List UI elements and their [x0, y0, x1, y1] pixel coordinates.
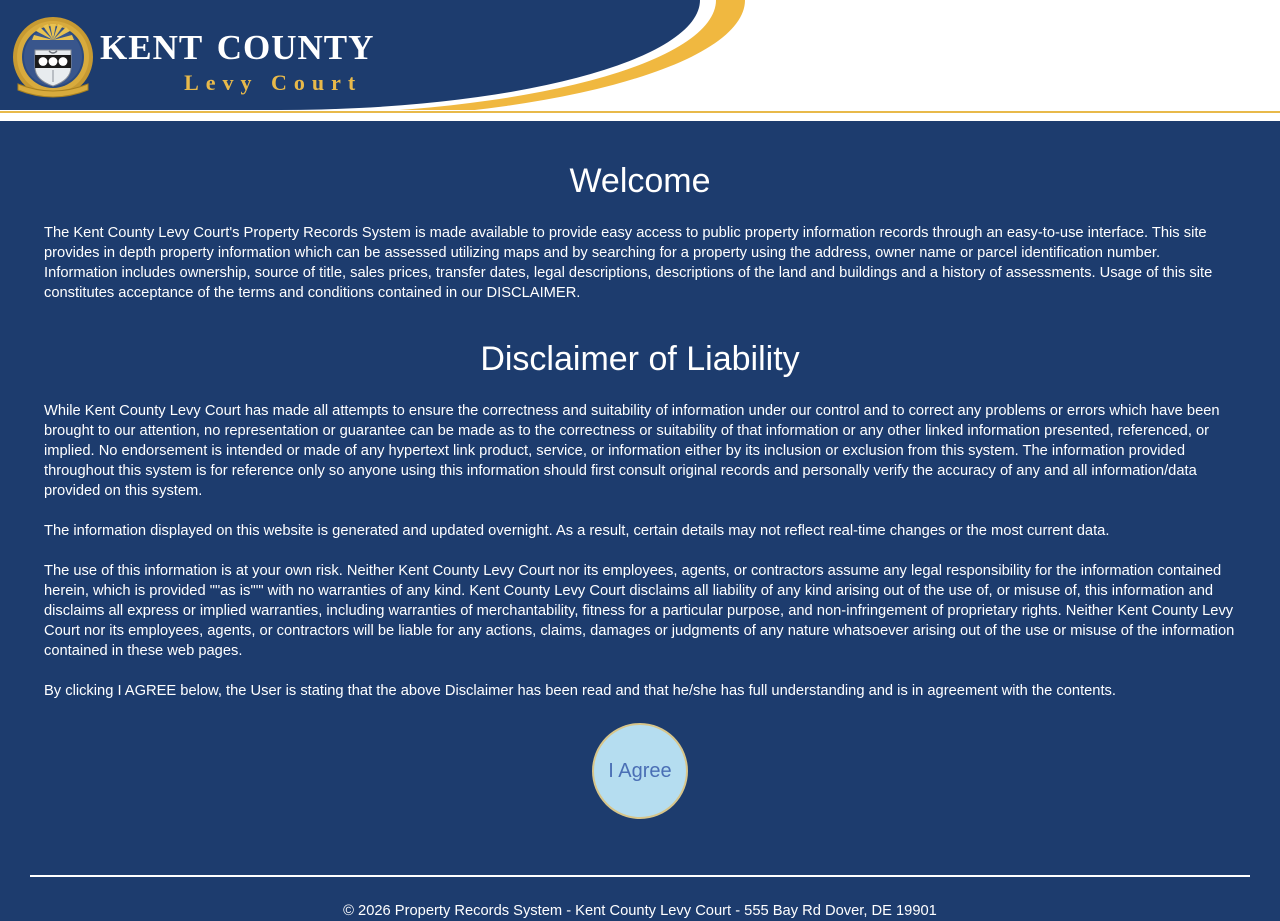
disclaimer-paragraph-3: The use of this information is at your own risk. Neither Kent County Levy Court nor its employees, agents, or contractors assume any legal responsibility for the information contained herein, which is provided ""as is'"" with no warranties of any kind. Kent County Levy Court disclaims all liability of any kind arising out of the use of, or misuse of, this information and disclaims all express or implied warranties, including warranties of merchantability, fitness for a particular purpose, and non-infringement of proprietary rights. Neither Kent County Levy Court nor its employees, agents, or contractors will be liable for any actions, claims, damages or judgments of any nature whatsoever arising out of the use or misuse of the information contained in these web pages. — [44, 563, 1235, 659]
disclaimer-paragraph-4: By clicking I AGREE below, the User is stating that the above Disclaimer has been read and that he/she has full understanding and is in agreement with the contents. — [44, 683, 1116, 699]
site-footer — [0, 875, 1280, 921]
content-area — [0, 121, 1280, 819]
disclaimer-paragraph-2: The information displayed on this website is generated and updated overnight. As a result, certain details may not reflect real-time changes or the most current data. — [44, 523, 1110, 539]
welcome-heading: Welcome — [569, 162, 711, 200]
org-subtitle: Levy Court — [184, 70, 363, 95]
welcome-paragraph: The Kent County Levy Court's Property Records System is made available to provide easy access to public property information records through an easy-to-use interface. This site provides in depth property information which can be assessed utilizing maps and by searching for a property using the address, owner name or parcel identification number. Information includes ownership, source of title, sales prices, transfer dates, legal descriptions, descriptions of the land and buildings and a history of assessments. Usage of this site constitutes acceptance of the terms and conditions contained in our DISCLAIMER. — [44, 225, 1213, 301]
disclaimer-heading: Disclaimer of Liability — [480, 340, 800, 378]
site-header — [0, 0, 1280, 121]
page-body — [0, 121, 1280, 921]
county-seal-icon — [10, 14, 96, 100]
header-bottom-white-strip — [0, 114, 1280, 121]
agree-button-container — [44, 723, 1236, 819]
i-agree-button[interactable]: I Agree — [592, 723, 688, 819]
footer-copyright: © 2026 Property Records System - Kent County Levy Court - 555 Bay Rd Dover, DE 19901 — [343, 903, 937, 919]
org-name: kent county — [100, 14, 375, 70]
header-gold-rule — [0, 110, 1280, 114]
site-wordmark — [100, 16, 374, 96]
disclaimer-paragraph-1: While Kent County Levy Court has made all attempts to ensure the correctness and suitability of information under our control and to correct any problems or errors which have been brought to our attention, no representation or guarantee can be made as to the correctness or suitability of that information or any other linked information presented, referenced, or implied. No endorsement is intended or made of any hypertext link product, service, or information either by its inclusion or exclusion from this system. The information provided throughout this system is for reference only so anyone using this information should first consult original records and personally verify the accuracy of any and all information/data provided on this system. — [44, 403, 1220, 499]
